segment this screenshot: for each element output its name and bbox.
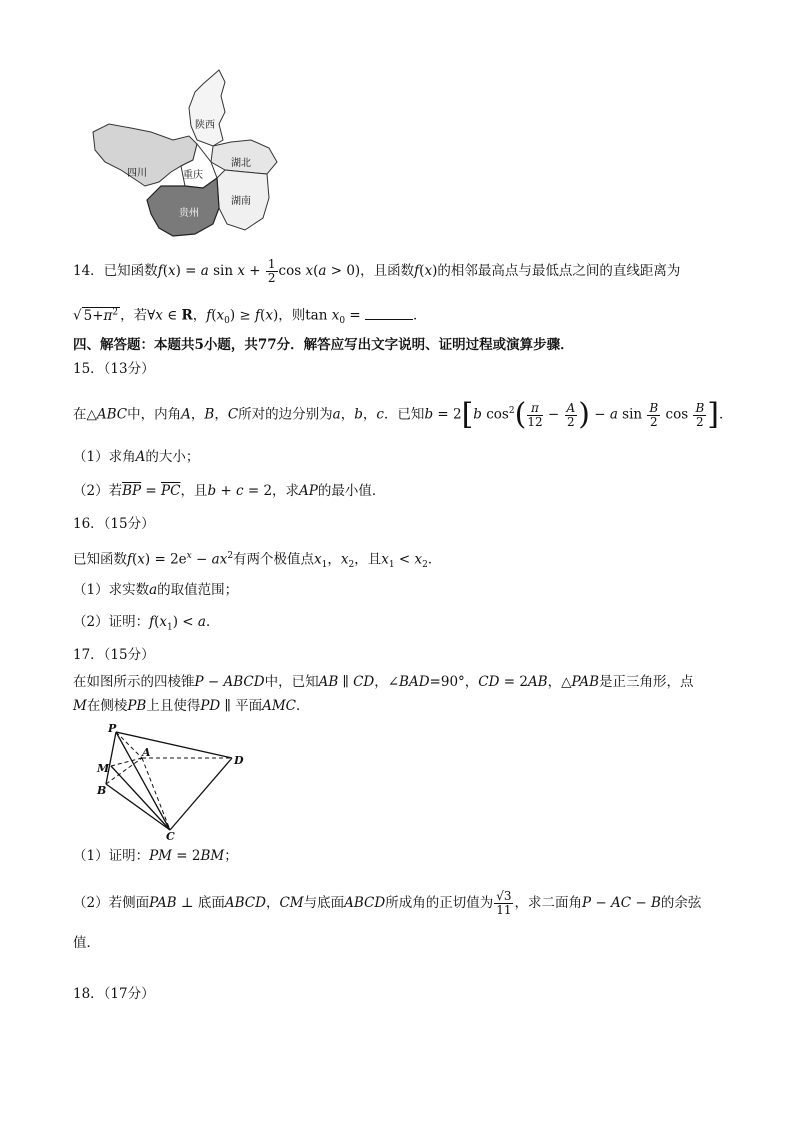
q16-p2-a: （2）证明： xyxy=(73,614,150,630)
q14-line1: 14．已知函数f(x) = a sin x + $\frac{1}{2}$ cos x(a > 0)，且函数f(x)的相邻最高点与最低点之间的直线距离为 xyxy=(73,257,681,285)
q16-p1-b: 的取值范围； xyxy=(157,582,239,598)
q15-part1: （1）求角A的大小； xyxy=(73,449,200,465)
map-label-hubei: 湖北 xyxy=(231,158,251,169)
q17-p2-a: （2）若侧面 xyxy=(73,895,150,911)
q15-p2-b: ，且 xyxy=(180,483,208,499)
map-label-sichuan: 四川 xyxy=(127,168,147,179)
q14-text-a: 14．已知函数 xyxy=(73,263,158,279)
q17-header: 17．（15分） xyxy=(73,647,155,663)
q16-part1: （1）求实数a的取值范围； xyxy=(73,582,239,598)
map-label-guizhou: 贵州 xyxy=(179,208,199,219)
q16-header: 16．（15分） xyxy=(73,516,155,532)
q17-part1: （1）证明：PM = 2BM； xyxy=(73,848,238,864)
q17-text-e: 在侧棱 xyxy=(86,698,128,714)
map-region-shaanxi xyxy=(189,70,225,146)
q18-header: 18．（17分） xyxy=(73,986,155,1002)
edge-pb xyxy=(106,732,116,784)
q17-text-a: 在如图所示的四棱锥 xyxy=(73,674,195,690)
map-region-guizhou xyxy=(147,178,219,236)
vertex-label-b: B xyxy=(97,784,107,797)
q17-part2: （2）若侧面PAB ⊥ 底面ABCD，CM与底面ABCD所成角的正切值为 $\frac{√3}{11}$ ，求二面角P − AC − B的余弦 xyxy=(73,889,702,917)
q17-p1-a: （1）证明： xyxy=(73,848,150,864)
q17-text-f: 上且使得 xyxy=(146,698,201,714)
q15-text-b: 中，内角 xyxy=(127,406,182,423)
q16-p2-b: ． xyxy=(205,614,220,630)
edge-bc xyxy=(106,784,170,830)
q15-text-a: 在△ xyxy=(73,406,97,423)
vertex-label-p: P xyxy=(108,722,117,735)
map-label-hunan: 湖南 xyxy=(231,196,251,207)
q14-text-g: ． xyxy=(412,307,427,324)
edge-ma-hidden xyxy=(111,758,142,766)
q15-p1-b: 的大小； xyxy=(145,449,200,465)
q17-p2-b: 底面 xyxy=(197,895,225,911)
vertex-label-c: C xyxy=(166,830,175,840)
q17-text-h: ． xyxy=(296,698,310,714)
map-label-shaanxi: 陕西 xyxy=(195,120,215,131)
vertex-label-d: D xyxy=(234,754,244,767)
province-map-figure xyxy=(85,62,285,242)
q15-text-c: 所对的边分别为 xyxy=(238,406,333,423)
q14-text-d: ，若 xyxy=(120,307,148,324)
q14-text-b: ，且函数 xyxy=(360,263,415,279)
q17-part2-cont: 值． xyxy=(73,935,100,951)
pyramid-figure xyxy=(92,722,252,840)
q16-text-b: 有两个极值点 xyxy=(233,551,315,568)
q17-text-g: 平面 xyxy=(235,698,263,714)
q17-p2-f: 的余弦 xyxy=(660,895,702,911)
vertex-label-m: M xyxy=(97,762,110,775)
q15-part2: （2）若$\overline{BP} = \overline{PC}$，且b + c = 2，求AP的最小值． xyxy=(73,483,386,499)
edge-pd xyxy=(116,732,232,758)
q16-text-a: 已知函数 xyxy=(73,551,127,568)
q17-stem-line1: 在如图所示的四棱锥P − ABCD中，已知AB ∥ CD，∠BAD=90°，CD = 2AB，△PAB是正三角形，点 xyxy=(73,674,694,690)
q15-p1-a: （1）求角 xyxy=(73,449,136,465)
q15-p2-a: （2）若 xyxy=(73,483,123,499)
edge-cd xyxy=(170,758,232,830)
q17-text-d: 是正三角形，点 xyxy=(599,674,694,690)
section-heading: 四、解答题：本题共5小题，共77分．解答应写出文字说明、证明过程或演算步骤． xyxy=(73,337,574,353)
q15-header: 15．（13分） xyxy=(73,361,155,377)
q16-stem: 已知函数$f(x) = 2e^x - ax^2$有两个极值点$x_1$，$x_2$，且$x_1 < x_2$． xyxy=(73,551,442,571)
q17-p2-c: 与底面 xyxy=(303,895,345,911)
q17-stem-line2: M在侧棱PB上且使得PD ∥ 平面AMC． xyxy=(73,698,310,714)
q14-line2: √ $5+\pi^2$ ，若∀x ∈ R，$f(x_0) \ge f(x)$，则$\tan x_0$ = ． xyxy=(73,307,427,327)
q14-text-e: ， xyxy=(192,307,207,324)
q16-text-c: ，且 xyxy=(354,551,382,568)
q16-part2: （2）证明：$f(x_1) < a$． xyxy=(73,614,220,633)
q17-text-b: 中，已知 xyxy=(264,674,319,690)
q14-text-c: 的相邻最高点与最低点之间的直线距离为 xyxy=(437,263,681,279)
q15-p2-d: 的最小值． xyxy=(317,483,386,499)
edge-pa-hidden xyxy=(116,732,142,758)
map-label-chongqing: 重庆 xyxy=(183,170,203,181)
q17-p1-b: ； xyxy=(224,848,238,864)
q15-stem: 在△ABC中，内角A，B，C所对的边分别为a，b，c．已知b = 2[b $\cos^2$( $\frac{\pi}{12}$ − $\frac{A}{2}$ ) − a sin $\frac{B}{2}$ cos $\frac{B}{2}$ ]． xyxy=(73,397,733,432)
q17-p2-d: 所成角的正切值为 xyxy=(385,895,494,911)
q14-text-f: ，则 xyxy=(278,307,306,324)
q15-text-d: ．已知 xyxy=(383,406,425,423)
answer-blank[interactable] xyxy=(365,307,413,320)
q16-text-d: ． xyxy=(427,551,442,568)
q17-text-c: ，△ xyxy=(547,674,572,690)
vertex-label-a: A xyxy=(142,746,151,759)
q17-p2-e: ，求二面角 xyxy=(514,895,582,911)
q15-p2-c: ，求 xyxy=(272,483,300,499)
q16-p1-a: （1）求实数 xyxy=(73,582,150,598)
